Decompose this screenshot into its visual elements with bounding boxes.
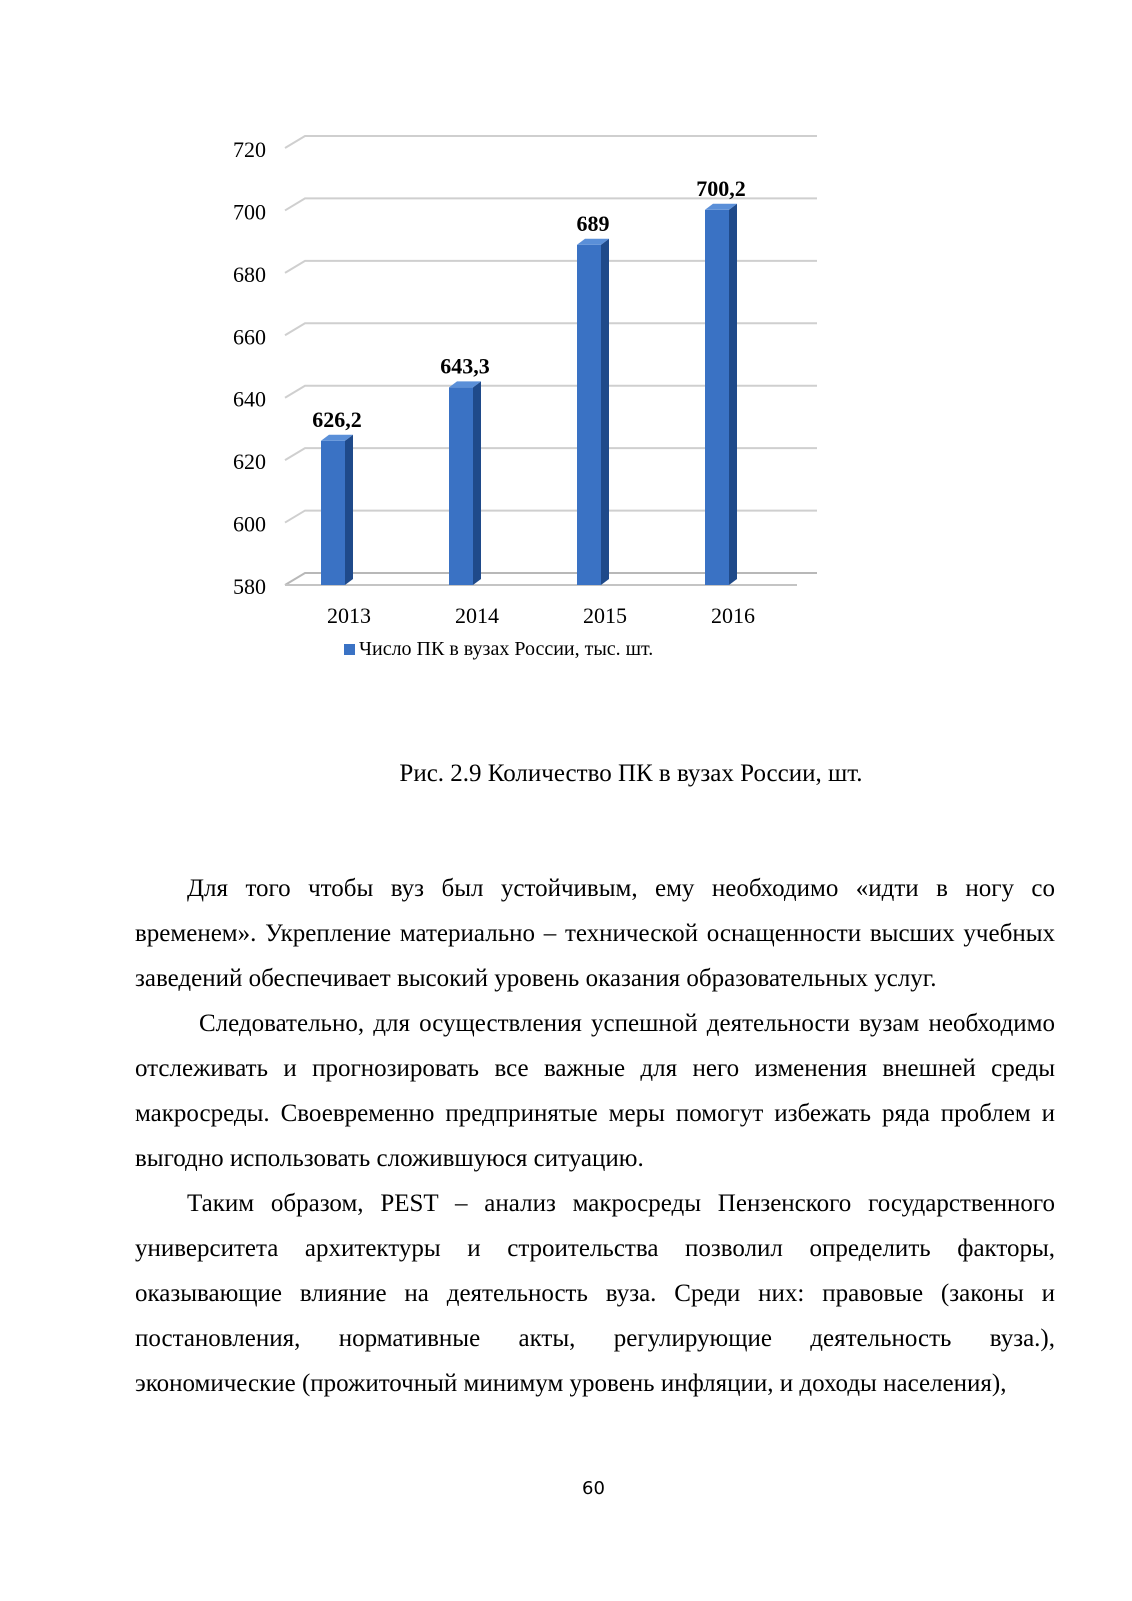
- legend-label: Число ПК в вузах России, тыс. шт.: [359, 638, 654, 660]
- gridline: [285, 511, 817, 523]
- gridline: [285, 261, 817, 273]
- x-tick-label: 2013: [327, 603, 371, 628]
- y-tick-label: 640: [233, 386, 266, 412]
- gridline: [285, 136, 817, 148]
- bar-front: [321, 441, 345, 585]
- legend-swatch: [344, 644, 355, 655]
- bar-2015: [577, 239, 609, 585]
- data-label-2016: 700,2: [696, 175, 746, 201]
- bar-side: [601, 239, 609, 585]
- chart-grid: [285, 136, 817, 585]
- data-labels: [312, 176, 746, 432]
- bar-side: [345, 435, 353, 585]
- bar-side: [473, 381, 481, 585]
- data-label-2015: 689: [576, 210, 610, 236]
- figure-caption: Рис. 2.9 Количество ПК в вузах России, шт.: [399, 760, 863, 787]
- x-tick-label: 2016: [711, 603, 755, 628]
- bar-front: [449, 387, 473, 585]
- y-tick-label: 660: [233, 324, 266, 350]
- bar-2014: [449, 381, 481, 585]
- y-tick-label: 580: [233, 574, 266, 599]
- y-tick-label: 680: [233, 261, 266, 287]
- bar-side: [729, 204, 737, 585]
- gridline: [285, 386, 817, 398]
- page-number: 60: [582, 1478, 605, 1499]
- y-tick-label: 720: [233, 137, 266, 162]
- paragraph-3: Таким образом, PEST – анализ макросреды Пензенского государственного университета архитектуры и строительства позволил определить факторы, оказывающие влияние на деятельность вуза. Среди них: правовые (законы и постановления, нормативные акты, регулирующие деятельность вуза.), экономические (прожиточный минимум уровень инфляции, и доходы населения),: [135, 1190, 1055, 1397]
- paragraph-2: Следовательно, для осуществления успешной деятельности вузам необходимо отслеживать и прогнозировать все важные для него изменения внешней среды макросреды. Своевременно предпринятые меры помогут избежать ряда проблем и выгодно использовать сложившуюся ситуацию.: [135, 1010, 1055, 1172]
- gridline: [285, 323, 817, 335]
- y-tick-label: 600: [233, 511, 266, 537]
- bar-chart: [0, 0, 1132, 720]
- y-tick-label: 700: [233, 199, 266, 225]
- data-label-2014: 643,3: [440, 353, 490, 379]
- bar-front: [577, 245, 601, 585]
- bar-front: [705, 210, 729, 585]
- y-tick-label: 620: [233, 449, 266, 475]
- chart-floor: [285, 573, 817, 585]
- y-axis: [233, 137, 266, 599]
- bar-2013: [321, 435, 353, 585]
- legend: [344, 638, 653, 660]
- x-tick-label: 2015: [583, 603, 627, 628]
- x-tick-label: 2014: [455, 603, 499, 628]
- bar-2016: [705, 204, 737, 585]
- paragraph-1: Для того чтобы вуз был устойчивым, ему необходимо «идти в ногу со временем». Укрепление материально – технической оснащенности высших учебных заведений обеспечивает высокий уровень оказания образовательных услуг.: [135, 875, 1055, 992]
- gridline: [285, 448, 817, 460]
- body-text: [135, 866, 1055, 1406]
- data-label-2013: 626,2: [312, 406, 362, 432]
- x-axis: [327, 603, 755, 628]
